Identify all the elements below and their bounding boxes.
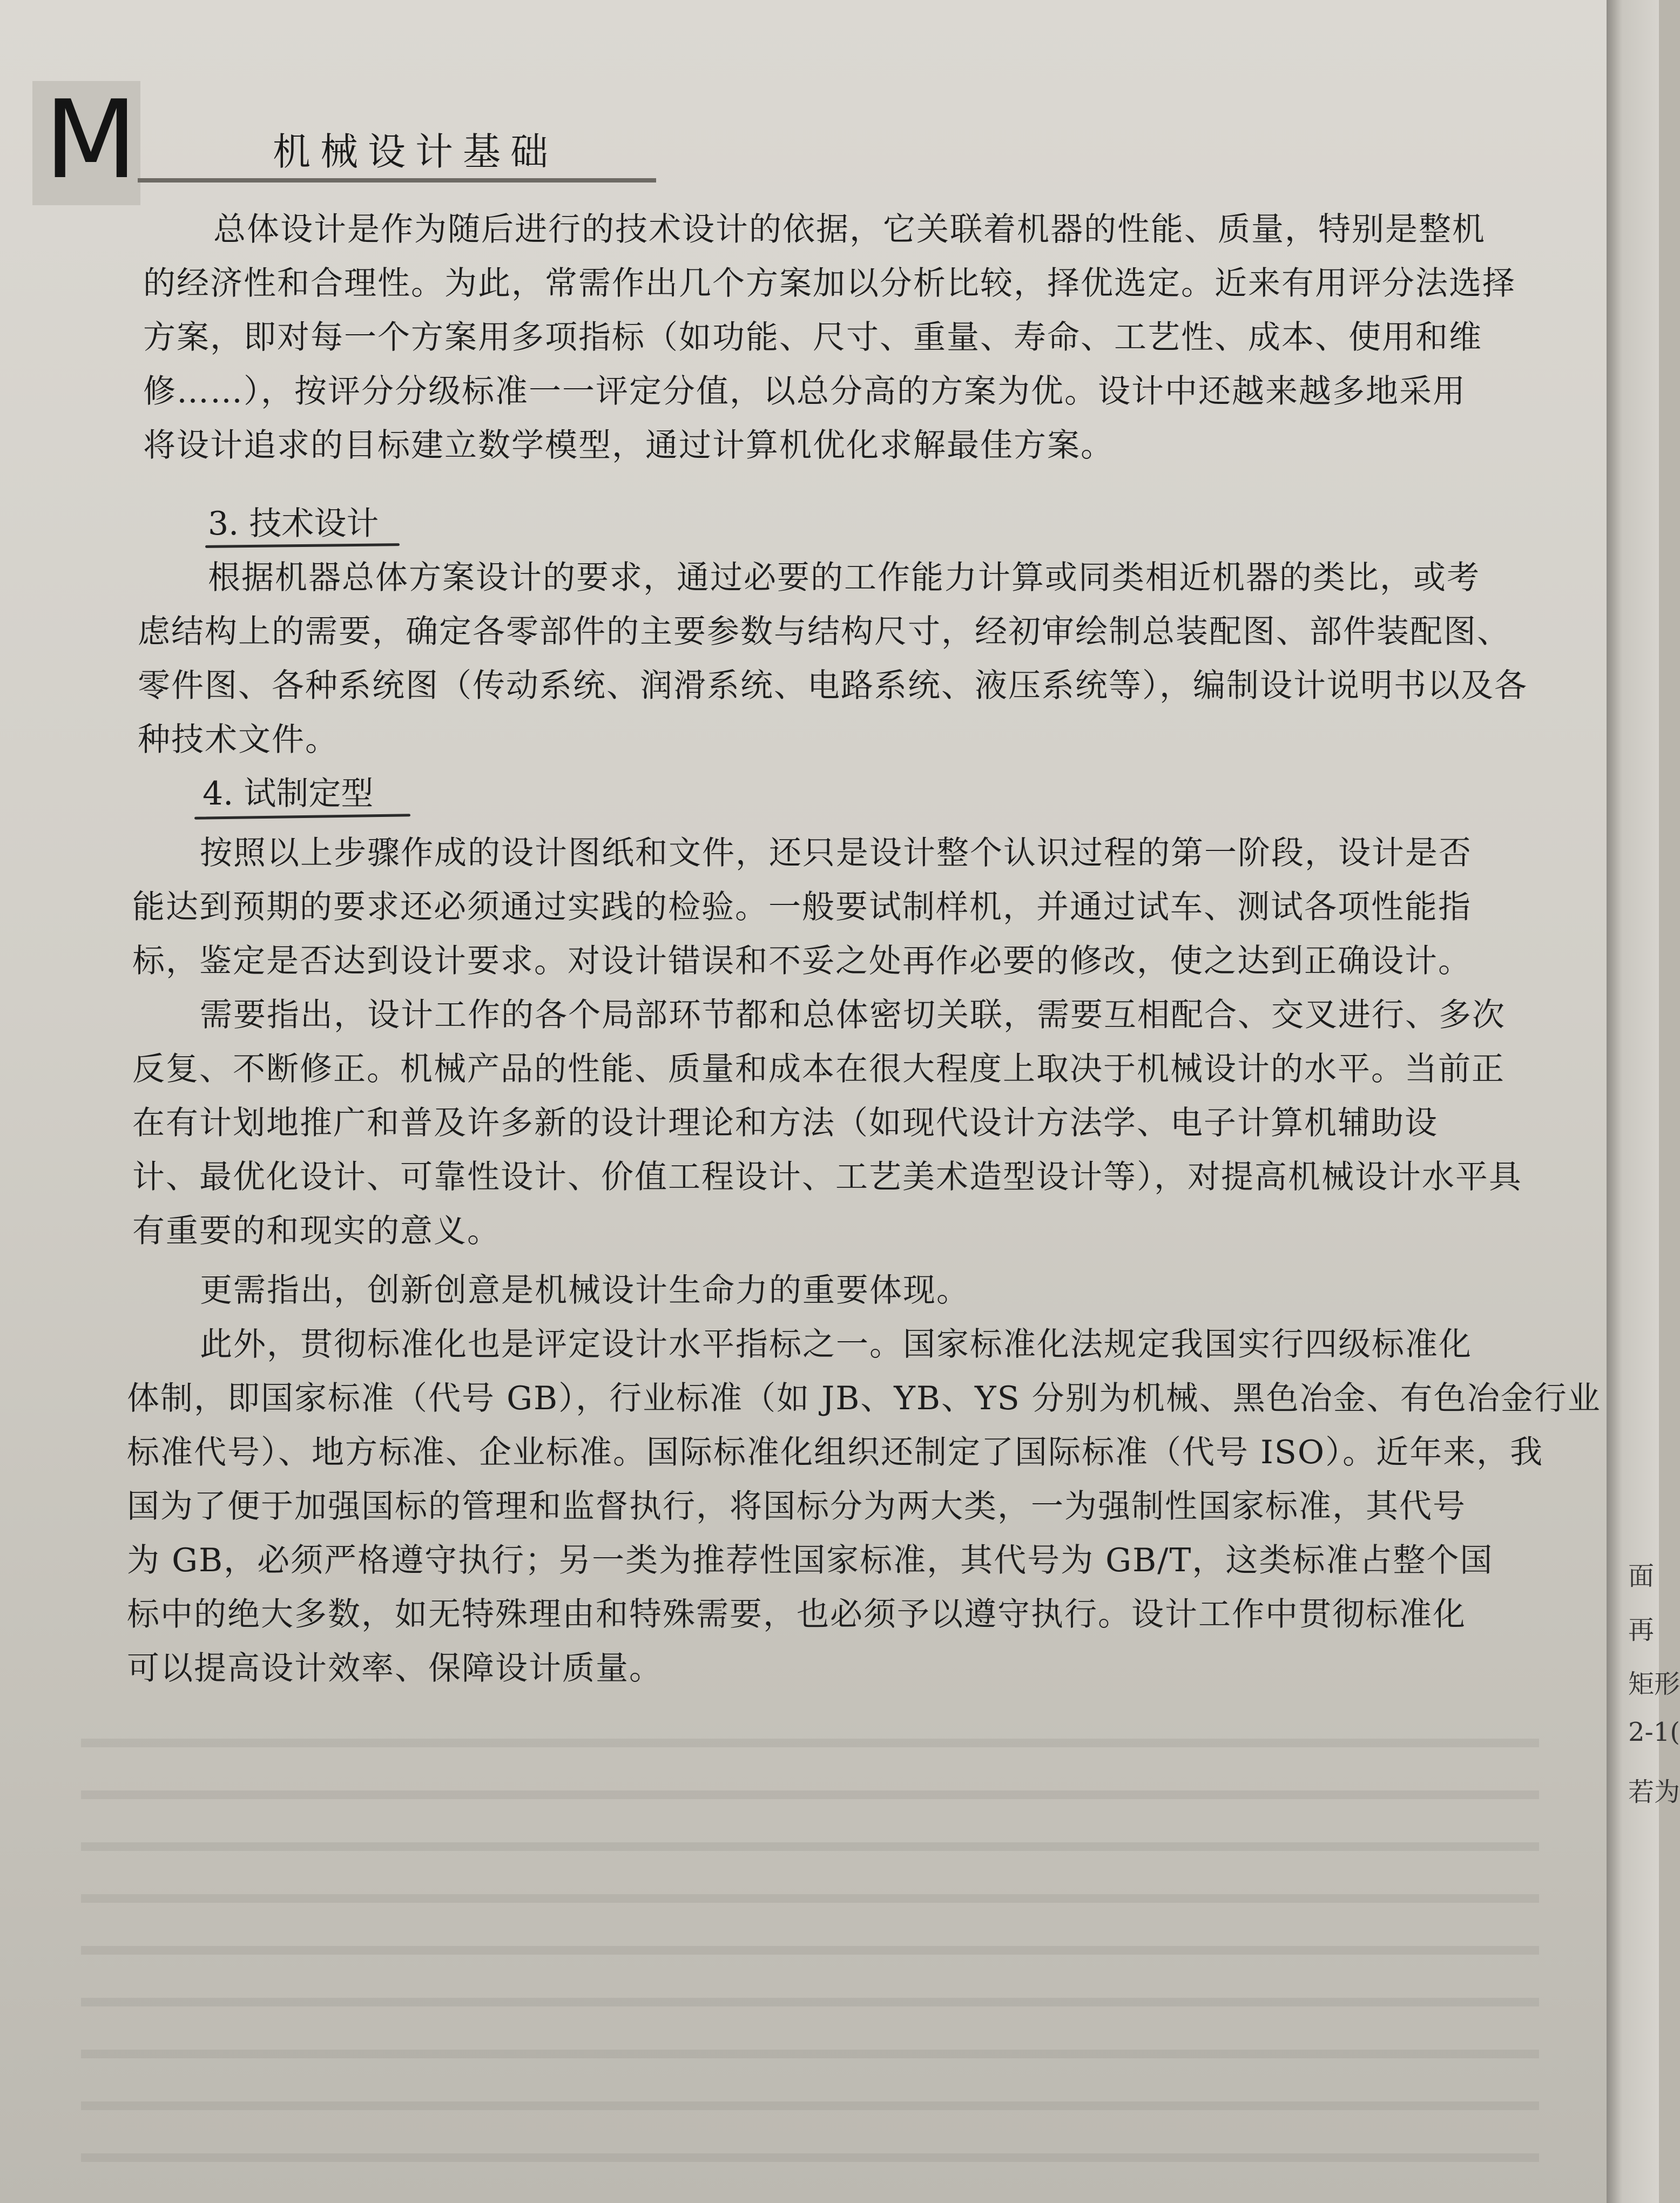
text-line: 修……），按评分分级标准一一评定分值，以总分高的方案为优。设计中还越来越多地采用 bbox=[143, 373, 1466, 410]
text-line: 的经济性和合理性。为此，常需作出几个方案加以分析比较，择优选定。近来有用评分法选择 bbox=[143, 265, 1516, 302]
edge-fragment: 2-1( bbox=[1628, 1717, 1680, 1747]
edge-fragment: 若为 bbox=[1628, 1777, 1680, 1807]
text-line: 反复、不断修正。机械产品的性能、质量和成本在很大程度上取决于机械设计的水平。当前正 bbox=[132, 1050, 1505, 1088]
text-line: 可以提高设计效率、保障设计质量。 bbox=[127, 1650, 663, 1687]
text-line: 将设计追求的目标建立数学模型，通过计算机优化求解最佳方案。 bbox=[143, 427, 1114, 464]
text-line: 虑结构上的需要，确定各零部件的主要参数与结构尺寸，经初审绘制总装配图、部件装配图、 bbox=[138, 613, 1510, 651]
text-line: 有重要的和现实的意义。 bbox=[132, 1212, 501, 1250]
text-line: 按照以上步骤作成的设计图纸和文件，还只是设计整个认识过程的第一阶段，设计是否 bbox=[200, 834, 1472, 872]
text-line: 方案，即对每一个方案用多项指标（如功能、尺寸、重量、寿命、工艺性、成本、使用和维 bbox=[143, 319, 1482, 356]
text-line: 标准代号）、地方标准、企业标准。国际标准化组织还制定了国际标准（代号 ISO）。近年来，我 bbox=[127, 1434, 1544, 1471]
text-line: 种技术文件。 bbox=[138, 721, 339, 759]
text-line: 根据机器总体方案设计的要求，通过必要的工作能力计算或同类相近机器的类比，或考 bbox=[208, 559, 1480, 597]
section-heading: 3. 技术设计 bbox=[208, 505, 379, 543]
text-line: 总体设计是作为随后进行的技术设计的依据，它关联着机器的性能、质量，特别是整机 bbox=[213, 211, 1486, 248]
text-line: 能达到预期的要求还必须通过实践的检验。一般要试制样机，并通过试车、测试各项性能指 bbox=[132, 888, 1472, 926]
text-line: 为 GB，必须严格遵守执行；另一类为推荐性国家标准，其代号为 GB/T，这类标准占整个国 bbox=[127, 1542, 1494, 1579]
handwritten-underline bbox=[205, 543, 400, 548]
text-line: 体制，即国家标准（代号 GB），行业标准（如 JB、YB、YS 分别为机械、黑色冶金、有色冶金行业 bbox=[127, 1380, 1601, 1417]
chapter-letter: M bbox=[44, 77, 138, 203]
edge-fragment: 面 bbox=[1628, 1561, 1655, 1591]
text-line: 零件图、各种系统图（传动系统、润滑系统、电路系统、液压系统等），编制设计说明书以及各 bbox=[138, 667, 1528, 705]
handwritten-underline bbox=[194, 814, 410, 820]
edge-fragment: 再 bbox=[1628, 1615, 1655, 1645]
text-line: 更需指出，创新创意是机械设计生命力的重要体现。 bbox=[200, 1272, 970, 1309]
section-heading: 4. 试制定型 bbox=[203, 775, 374, 813]
edge-fragment: 矩形 bbox=[1628, 1669, 1680, 1699]
book-title: 机械设计基础 bbox=[273, 130, 558, 174]
text-line: 需要指出，设计工作的各个局部环节都和总体密切关联，需要互相配合、交叉进行、多次 bbox=[200, 996, 1506, 1034]
text-line: 此外，贯彻标准化也是评定设计水平指标之一。国家标准化法规定我国实行四级标准化 bbox=[200, 1326, 1472, 1363]
text-line: 计、最优化设计、可靠性设计、价值工程设计、工艺美术造型设计等），对提高机械设计水平具 bbox=[132, 1158, 1522, 1196]
text-line: 在有计划地推广和普及许多新的设计理论和方法（如现代设计方法学、电子计算机辅助设 bbox=[132, 1104, 1438, 1142]
text-line: 标中的绝大多数，如无特殊理由和特殊需要，也必须予以遵守执行。设计工作中贯彻标准化 bbox=[127, 1596, 1466, 1633]
text-line: 国为了便于加强国标的管理和监督执行，将国标分为两大类，一为强制性国家标准，其代号 bbox=[127, 1488, 1466, 1525]
text-line: 标，鉴定是否达到设计要求。对设计错误和不妥之处再作必要的修改，使之达到正确设计。 bbox=[132, 942, 1472, 980]
adjacent-page-edge bbox=[1607, 0, 1680, 2203]
